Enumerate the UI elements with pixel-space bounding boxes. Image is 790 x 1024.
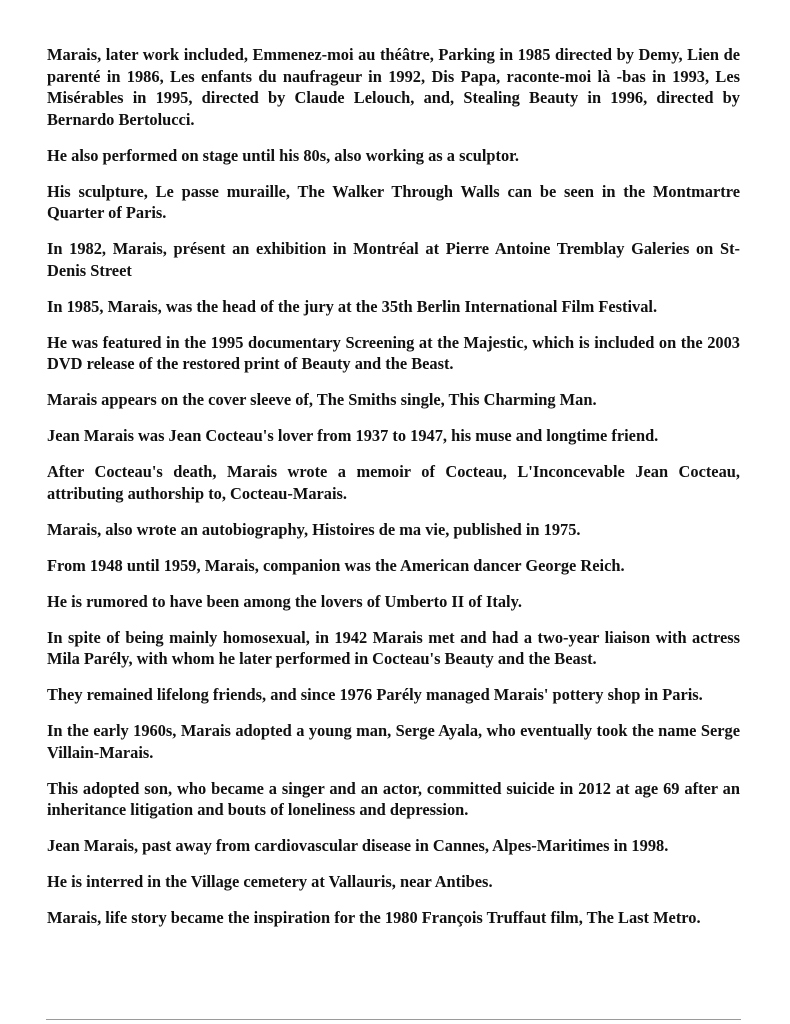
paragraph-cocteau-memoir: After Cocteau's death, Marais wrote a memoir of Cocteau, L'Inconcevable Jean Cocteau, attributing authorship to, Cocteau-Marais. [47,462,740,503]
paragraph-mila-parely: In spite of being mainly homosexual, in 1942 Marais met and had a two-year liaison with actress Mila Parély, with whom he later performed in Cocteau's Beauty and the Beast. [47,627,740,668]
paragraph-sculpture: His sculpture, Le passe muraille, The Walker Through Walls can be seen in the Montmartre Quarter of Paris. [47,181,740,222]
paragraph-autobiography: Marais, also wrote an autobiography, Histoires de ma vie, published in 1975. [47,519,581,539]
paragraph-smiths-cover: Marais appears on the cover sleeve of, The Smiths single, This Charming Man. [47,390,597,409]
paragraph-stage-sculptor: He also performed on stage until his 80s, also working as a sculptor. [47,145,520,165]
paragraph-adopted-son: In the early 1960s, Marais adopted a young man, Serge Ayala, who eventually took the name Serge Villain-Marais. [47,721,740,762]
paragraph-pottery-shop: They remained lifelong friends, and since 1976 Parély managed Marais' pottery shop in Paris. [47,685,703,704]
paragraph-later-work: Marais, later work included, Emmenez-moi au théâtre, Parking in 1985 directed by Demy, Lien de parenté in 1986, Les enfants du naufrageur in 1992, Dis Papa, raconte-moi là -bas in 1993, Les Misérables in 1995, directed by Claude Lelouch, and, Stealing Beauty in 1996, directed by Bernardo Bertolucci. [47,45,740,129]
document-body [47,44,740,943]
page-bottom-rule [46,1019,741,1020]
paragraph-cocteau-lover: Jean Marais was Jean Cocteau's lover from 1937 to 1947, his muse and longtime friend. [47,426,659,445]
paragraph-last-metro: Marais, life story became the inspiration for the 1980 François Truffaut film, The Last Metro. [47,908,701,927]
paragraph-umberto: He is rumored to have been among the lovers of Umberto II of Italy. [47,591,522,611]
paragraph-documentary: He was featured in the 1995 documentary Screening at the Majestic, which is included on the 2003 DVD release of the restored print of Beauty and the Beast. [47,332,740,373]
paragraph-montreal-exhibition: In 1982, Marais, présent an exhibition in Montréal at Pierre Antoine Tremblay Galeries on St-Denis Street [47,239,740,280]
paragraph-son-suicide: This adopted son, who became a singer and an actor, committed suicide in 2012 at age 69 after an inheritance litigation and bouts of loneliness and depression. [47,778,740,819]
paragraph-george-reich: From 1948 until 1959, Marais, companion was the American dancer George Reich. [47,555,625,575]
paragraph-berlin-jury: In 1985, Marais, was the head of the jury at the 35th Berlin International Film Festival. [47,296,658,316]
paragraph-death: Jean Marais, past away from cardiovascular disease in Cannes, Alpes-Maritimes in 1998. [47,836,669,855]
paragraph-interred: He is interred in the Village cemetery at Vallauris, near Antibes. [47,872,493,891]
